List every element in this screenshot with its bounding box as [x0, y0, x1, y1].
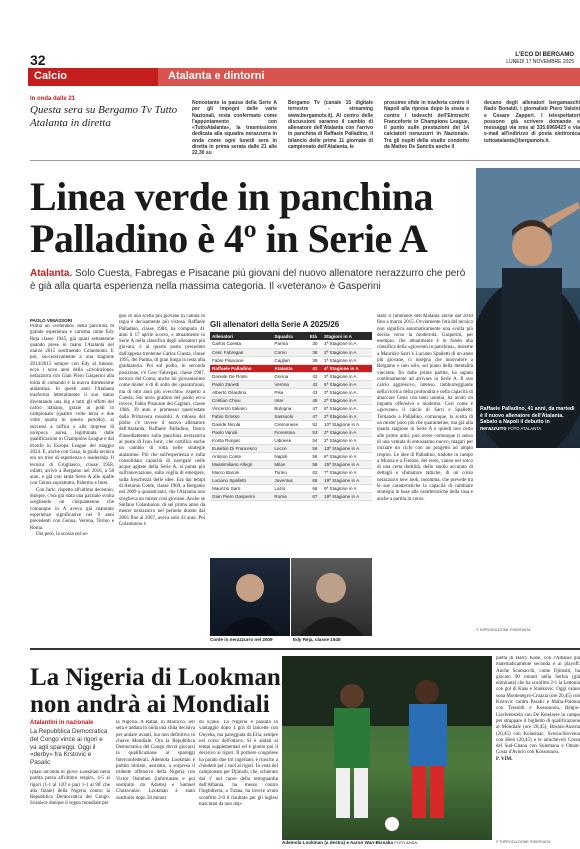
divider — [30, 648, 580, 650]
article-col-4: stato il timoniere dell'Atalanta anche dal 2010 fino a marzo 2015. Ovviamente l'età del tecnico non significa automaticamente una svolta più decisa verso la modernità. Gasperini, per esempio, che attualmente è in fondo alla classifica della «gioventù in panchina», insieme a Maurizio Sarri e Luciano Spalletti di un anno più giovane, ci insegna che innovatore a Bergamo e non solo, sul piano della mentalità vincente, fin dalle prime partite, ha saputo continuamente ad arrivare in Serie A. Il suo calcio aggressivo, intenso, tamburreggiante nella ricerca della profondità e nella capacità di attaccare l'area con tanti uomini, ha avuto un impatto offensivo e moderno. Così come è «giovane» il calcio di Sarri e Spalletti. Tornando a Palladino, comunque, la scelta di un mister poco più che quarantenne, ma già alla quarta stagione in Serie A e quindi non certo alle prime armi, può avere comunque il senso di una ventata di entusiasmo nuovo, magari per iniziare un ciclo con un progetto ad ampio respiro. Le idee di Palladino, tradotte in campo a Monza e a Firenze, del resto, vanno nel solco di una certa duttilità, dello studio accurato di dettagli e sfumature tattiche, di un corso nerazzurro new look, insomma, che prevede tra le sue caratteristiche la capacità di cambiare strategia in base alle caratteristiche della rosa e anche a partita in corso. — [377, 314, 473, 502]
table-cell: 2ª Stagione in A — [322, 428, 372, 436]
article-col-1 — [30, 324, 114, 618]
table-cell: 6ª Stagione in A — [322, 404, 372, 412]
table-cell: 56 — [308, 444, 322, 452]
table-row — [210, 388, 372, 396]
table-cell: 41 — [308, 364, 322, 372]
table-cell: Atalanta — [272, 364, 307, 372]
table-row — [210, 404, 372, 412]
deck-text: Solo Cuesta, Fabregas e Pisacane più giovani del nuovo allenatore nerazzurro che però è già alla quarta esperienza nella massima categoria. Il «veterano» è Gasperini — [30, 268, 466, 292]
table-cell: Verona — [272, 380, 307, 388]
article2-col-1: Quasi un'onda di giove Lookman nella partita persa all'ultimo respiro, 4-5 ai rigori (1-1 al 120' e pari 1-1 al 90' che alla finale) della Nigeria contro la Repubblica Democratica del Congo. Svanisce dunque il sogno mondiale per — [30, 770, 110, 807]
article2-col-3: da Ejuke. La Nigeria è passata in vantaggio dopo 4 giri di lancette con Onyeka, ma pareggiata da Elia, sempre nel corso dell'ottavo. Si è andati ai tempi supplementari ed è giunto poi il decisivo ai rigori. Il portiere congolese ha parato due tiri nigeriani, è riuscito a chiudere per i suoi ai rigori. In vista del campionato per Djimsiti, che, schierato dal 1' nel cuore della retroguardia dell'Albania, ha messo contro l'Inghilterra, a Tirana, ha invece avuto sconfitto 2-0 il risultato per gli inglesi trascinati da uno dop- — [199, 720, 278, 807]
table-cell: Raffaele Palladino — [210, 364, 272, 372]
table-cell: 2ª Stagione in A — [322, 396, 372, 404]
table-cell: 10ª Stagione in A — [322, 420, 372, 428]
table-row — [210, 484, 372, 492]
table-cell: Paolo Zanetti — [210, 380, 272, 388]
table-cell: 56 — [308, 452, 322, 460]
tv-title: Questa sera su Bergamo Tv Tutto Atalanta in diretta — [30, 104, 178, 129]
subsection-label: Atalanta e dintorni — [158, 68, 580, 86]
table-cell: 3ª Stagione in A — [322, 372, 372, 380]
table-cell: Roma — [272, 492, 307, 500]
table-cell: Napoli — [272, 452, 307, 460]
table-row — [210, 420, 372, 428]
signature: P. VIM. — [496, 756, 513, 762]
table-cell: Fabio Pisacane — [210, 356, 272, 364]
table-cell: Davide Nicola — [210, 420, 272, 428]
table-cell: 47 — [308, 412, 322, 420]
table-cell: Lazio — [272, 484, 307, 492]
table-cell: 47 — [308, 404, 322, 412]
table-row — [210, 372, 372, 380]
paragraph: Con Juric, rispetto all'ultimo decennio, dunque, c'era già stata una parziale svolta scegliendo un cinquantenne che comunque in A aveva già maturato esperienze significative nei 9 anni precedenti con Genoa, Verona, Torino e Roma. — [30, 487, 114, 531]
photo-caption-2 — [282, 840, 417, 845]
table-row — [210, 444, 372, 452]
table-row — [210, 340, 372, 348]
paragraph: pietta di Harry Kane, con l'Albania già matematicamente seconda e ai playoff. Anche Scamacchi, come Djimsiti, ha giocato 90 minuti nella Serbia (già eliminata) che ha sconfitto 2-1 la Lettonia con gol di Kaas e Stankovic. Oggi vanno sona Montenegro-Croazia (ore 20,45) con Krstovic contro Pasalic e Malta-Polonia con Tresoldi e Kossounou, Belgio-Liechtenstein con De Ketelaere in campo per strappare il biglietto di qualificazione al Mondiale (ore 20,45), Bosnia-Austria (20,45) con Kolasinac, Svezia-Slovenia con Hien (20,45) e le amichevoli Corea del Sud-Ghana con Sulemana e Oman-Costa d'Avorio con Kossounou. — [496, 656, 580, 756]
section-label: Calcio — [28, 68, 158, 86]
table-cell: Inter — [272, 396, 307, 404]
table-cell: Udinese — [272, 436, 307, 444]
article-deck-2: La Repubblica Democratica del Congo vince ai rigori e va agli spareggi. Oggi il «derby» fra Krstovic e Pasalic — [30, 728, 108, 767]
table-cell: 1ª Stagione in A — [322, 356, 372, 364]
table-row — [210, 468, 372, 476]
table-cell: 54 — [308, 436, 322, 444]
table-cell: 15ª Stagione in A — [322, 460, 372, 468]
table-cell: Cremonese — [272, 420, 307, 428]
col-header: Stagioni in A — [322, 332, 372, 340]
table-row — [210, 460, 372, 468]
table-cell: Fabio Grosso — [210, 412, 272, 420]
coaches-table-box — [210, 320, 372, 590]
article-col-2: gno di una scelta più giovane in cabina di regia è decisamente più vistosa. Raffaele Palladino, classe 1984, ha compiuto 41 anni il 17 aprile scorso, e attualmente in Serie A nella classifica degli allenatori più giovani, è al quarto posto preceduto dall'appena trentenne Carlos Cuesta, classe 1995, del Parma, di gran lunga in testa alla graduatoria. Poi sul podio, in seconda posizione, c'è Cesc Fabregas, classe 1987, tecnico del Como, anche lui giovanissimo come mister e di di sotto dei quarant'anni, ma di otto anni più «vecchio» rispetto a Cuesta. Sul terzo gradino del podio ecco invece, Fabio Pisacane del Cagliari, classe 1986, 39 anni e promesso quest'estate dalla Primavera rossoblù. A ridosso del podio c'è invece il nuovo allenatore dell'Atalanta, Raffaele Palladino, fresco d'insediamento sulla panchina nerazzurra al posto di Ivan Juric, che certifica anche un cambio di rotta nelle strategie atalantine. Più che sull'esperienza e sulla consolidata capacità di navigare nelle acque agitate della Serie A, si punta più sull'innovazione, sulla voglia di emergere, sulla freschezza delle idee. Era dai tempi di Antonio Conte, classe 1969, a Bergamo nel 2009 a quarant'anni, che l'Atalanta non sceglieva un mister così giovane. Anche se Stefano Colantuono, di sei primo anno da mister nerazzurro nel periodo durato dal 2005 fino al 2007, aveva solo 43 anni. Poi Colantuono è — [119, 314, 205, 527]
photo-credit: FOTO ANSA — [394, 840, 418, 845]
reja-caption: Edy Reja, classe 1945 — [293, 637, 341, 642]
masthead — [506, 52, 574, 66]
table-row — [210, 412, 372, 420]
table-cell: 8ª Stagione in A — [322, 452, 372, 460]
table-cell: Juventus — [272, 476, 307, 484]
divider — [30, 160, 580, 161]
table-cell: Parma — [272, 340, 307, 348]
table-row — [210, 452, 372, 460]
photo-credit: FOTO ATALANTA — [507, 425, 542, 431]
table-cell: 19ª Stagione in A — [322, 476, 372, 484]
article2-col-4 — [496, 656, 580, 834]
table-cell: Carlos Cuesta — [210, 340, 272, 348]
caption-text: Ademola Lookman (a destra) e Aaron Wan-Bissaka — [282, 840, 393, 845]
tv-text-col-4: decano degli allenatori bergamaschi Nado Bonaldi, i giornalisti Piero Valsini e Cesare Zapperi. I telespettatori possono già scrivere domande e messaggi via sms al 335.6969423 e via e-mail all'indirizzo di posta elettronica tuttoatalanta@bergamotv.it. — [484, 100, 580, 144]
table-cell: 2ª Stagione in A — [322, 348, 372, 356]
table-cell: Fiorentina — [272, 428, 307, 436]
article-deck — [30, 268, 470, 293]
table-cell: 9ª Stagione in A — [322, 484, 372, 492]
table-cell: 2ª Stagione in A — [322, 436, 372, 444]
table-title: Gli allenatori della Serie A 2025/26 — [210, 320, 340, 329]
table-cell: 39 — [308, 356, 322, 364]
deck-lead: Atalanta. — [30, 268, 73, 279]
col-header: Allenatori — [210, 332, 272, 340]
newspaper-name: L'ECO DI BERGAMO — [515, 52, 574, 58]
table-cell: Antonio Conte — [210, 452, 272, 460]
table-row — [210, 428, 372, 436]
table-header-row — [210, 332, 372, 340]
table-cell: 66 — [308, 484, 322, 492]
table-body — [210, 340, 372, 500]
table-cell: 53 — [308, 428, 322, 436]
table-cell: Gian Piero Gasperini — [210, 492, 272, 500]
reja-photo — [291, 558, 372, 636]
paragraph: Prima un «veterano» della panchina di grande esperienza e carisma come Edy Reja classe 1945, già quasi settantenne quando prese in mano l'Atalanta nel marzo 2015 sostituendo Colantuono. E poi, successivamente a una stagione 2014/2015 sempre con Edy al timone, ecco i nove anni della «rivoluzione» nerazzurra con Gian Piero Gasperini alla tolda di comando e la nuova dimensione atalantina. In questi anni l'Atalanta trasforma letteralmente il suo status diventando una big a tutti gli effetti del calcio italiano, grazie ai podi in campionato (quattro volte terza e due volte quarta in questo periodo), ai successi a raffica e alle imprese di un'epoca aurea, legittimata dalle qualificazioni in Champions League e dal trionfo in Europa League del maggio 2024. E, anche con Gasp, la guida tecnica era un trise di esperienza e leadership. Il tecnico di Grugliasco, classe 1958, infatti, arrivò a Bergamo nel 2016, a 58 anni, e già con tanta Serie A alle spalle con Genoa soprattutto, Palermo e Inter. — [30, 324, 114, 487]
table-row — [210, 436, 372, 444]
table-cell: Alberto Gilardino — [210, 388, 272, 396]
tv-kicker: In onda dalle 21 — [30, 96, 76, 102]
table-cell: 19ª Stagione in A — [322, 492, 372, 500]
table-row — [210, 396, 372, 404]
table-cell: Como — [272, 348, 307, 356]
copyright: © RIPRODUZIONE RISERVATA — [476, 628, 531, 632]
table-cell: 13ª Stagione in A — [322, 444, 372, 452]
table-cell: 1ª Stagione in A — [322, 340, 372, 348]
table-cell: Marco Baroni — [210, 468, 272, 476]
article-headline: Linea verde in panchina Palladino è 4º in Serie A — [30, 174, 434, 261]
tv-text-col-3: prossime sfide in trasferta contro il Napoli alla ripresa dopo la sosta e contro i tedeschi dell'Eintracht Francoforte in Champions League, il punto sulle prestazioni dei 14 calciatori nerazzurri in Nazionale. Tra gli ospiti della studio condotto da Matteo De Sanctis anche il — [384, 100, 469, 151]
table-cell: 58 — [308, 460, 322, 468]
article2-col-2: la Nigeria. A Rabat, in Marocco, ieri sera è andata in onda una sfida decisiva per andare avanti, ma non definitiva in chiave Mondiale. Ora la Repubblica Democratica del Congo dovrà giocarsi la qualificazione ai spareggi Interconfederali. Ademola Lookman è partito titolare, assistito, a sorpresa il tridente offensivo della Nigeria con Victor Osimhen (infortunato e poi sostituito da Adams) e Samuel Chukwueze. Lookman è stato sostituito dopo 58 minuti — [116, 720, 195, 801]
table-cell: Luciano Spalletti — [210, 476, 272, 484]
table-cell: Daniele De Rossi — [210, 372, 272, 380]
table-cell: Cagliari — [272, 356, 307, 364]
table-cell: 66 — [308, 476, 322, 484]
table-cell: Sassuolo — [272, 412, 307, 420]
table-cell: 30 — [308, 340, 322, 348]
paragraph: Ora però, la scossa nel se- — [36, 531, 89, 537]
table-cell: 42 — [308, 380, 322, 388]
byline: PAOLO VIMASSORI — [30, 318, 73, 323]
section-bar — [28, 68, 580, 86]
conte-photo — [210, 558, 290, 636]
table-row — [210, 356, 372, 364]
table-cell: Cristian Chivu — [210, 396, 272, 404]
table-cell: 43 — [308, 388, 322, 396]
col-header: Squadra — [272, 332, 307, 340]
table-row — [210, 476, 372, 484]
table-row — [210, 492, 372, 500]
table-cell: Pisa — [272, 388, 307, 396]
photo-caption — [476, 404, 580, 434]
table-cell: Vincenzo Italiano — [210, 404, 272, 412]
col-header: Età — [308, 332, 322, 340]
table-cell: Kosta Runjaic — [210, 436, 272, 444]
page-number: 32 — [30, 52, 46, 68]
table-cell: 42 — [308, 372, 322, 380]
article-kicker-2: Atalantini in nazionale — [30, 720, 94, 726]
table-cell: Torino — [272, 468, 307, 476]
tv-box — [30, 96, 190, 130]
table-cell: 2ª Stagione in A — [322, 412, 372, 420]
tv-text-col-2: Bergamo Tv (canale 15 digitale terrestre - streaming www.bergamotv.it). Al centro delle discussioni saranno il cambio di allenatore dell'Atalanta con l'arrivo in panchina di Raffaele Palladino, il bilancio delle prime 11 giornate di campionato dell'Atalanta, le — [288, 100, 373, 151]
table-row — [210, 364, 372, 372]
table-cell: 7ª Stagione in A — [322, 468, 372, 476]
table-row — [210, 348, 372, 356]
issue-date: LUNEDÌ 17 NOVEMBRE 2025 — [506, 59, 574, 65]
table-cell: Paolo Vanoli — [210, 428, 272, 436]
table-cell: Milan — [272, 460, 307, 468]
table-cell: 3ª Stagione in A — [322, 388, 372, 396]
article-headline-2: La Nigeria di Lookman non andrà ai Mondiali — [30, 664, 281, 718]
table-row — [210, 380, 372, 388]
table-cell: 38 — [308, 348, 322, 356]
tv-text-col-1: Nonostante la pausa della Serie A per gli impegni delle varie Nazionali, resta confermato come l'appuntamento con «TuttoAtalanta», la trasmissione dedicata alla squadra nerazzurra in onda come ogni lunedì sera in diretta in prima serata dalle 21 alle 22,30 su — [192, 100, 277, 156]
person-photo-icon — [210, 558, 290, 636]
caption-text: Raffaele Palladino, 41 anni, da martedì è il nuovo allenatore dell'Atalanta. Sabato a Napoli il debutto in nerazzurro — [480, 406, 575, 432]
coaches-table — [210, 332, 372, 501]
table-cell: Bologna — [272, 404, 307, 412]
table-cell: Lecce — [272, 444, 307, 452]
copyright-2: © RIPRODUZIONE RISERVATA — [496, 840, 551, 844]
table-cell: Cesc Fabregas — [210, 348, 272, 356]
table-cell: Eusebio Di Francesco — [210, 444, 272, 452]
table-cell: 67 — [308, 492, 322, 500]
table-cell: 52 — [308, 420, 322, 428]
football-action-icon — [282, 656, 492, 840]
lookman-photo — [282, 656, 492, 840]
table-cell: 62 — [308, 468, 322, 476]
table-cell: Genoa — [272, 372, 307, 380]
person-photo-icon — [291, 558, 372, 636]
table-cell: Massimiliano Allegri — [210, 460, 272, 468]
table-cell: 5ª Stagione in A — [322, 380, 372, 388]
table-cell: Maurizio Sarri — [210, 484, 272, 492]
table-cell: 4ª Stagione in A — [322, 364, 372, 372]
conte-caption: Conte in nerazzurro nel 2009 — [210, 637, 273, 642]
table-cell: 45 — [308, 396, 322, 404]
